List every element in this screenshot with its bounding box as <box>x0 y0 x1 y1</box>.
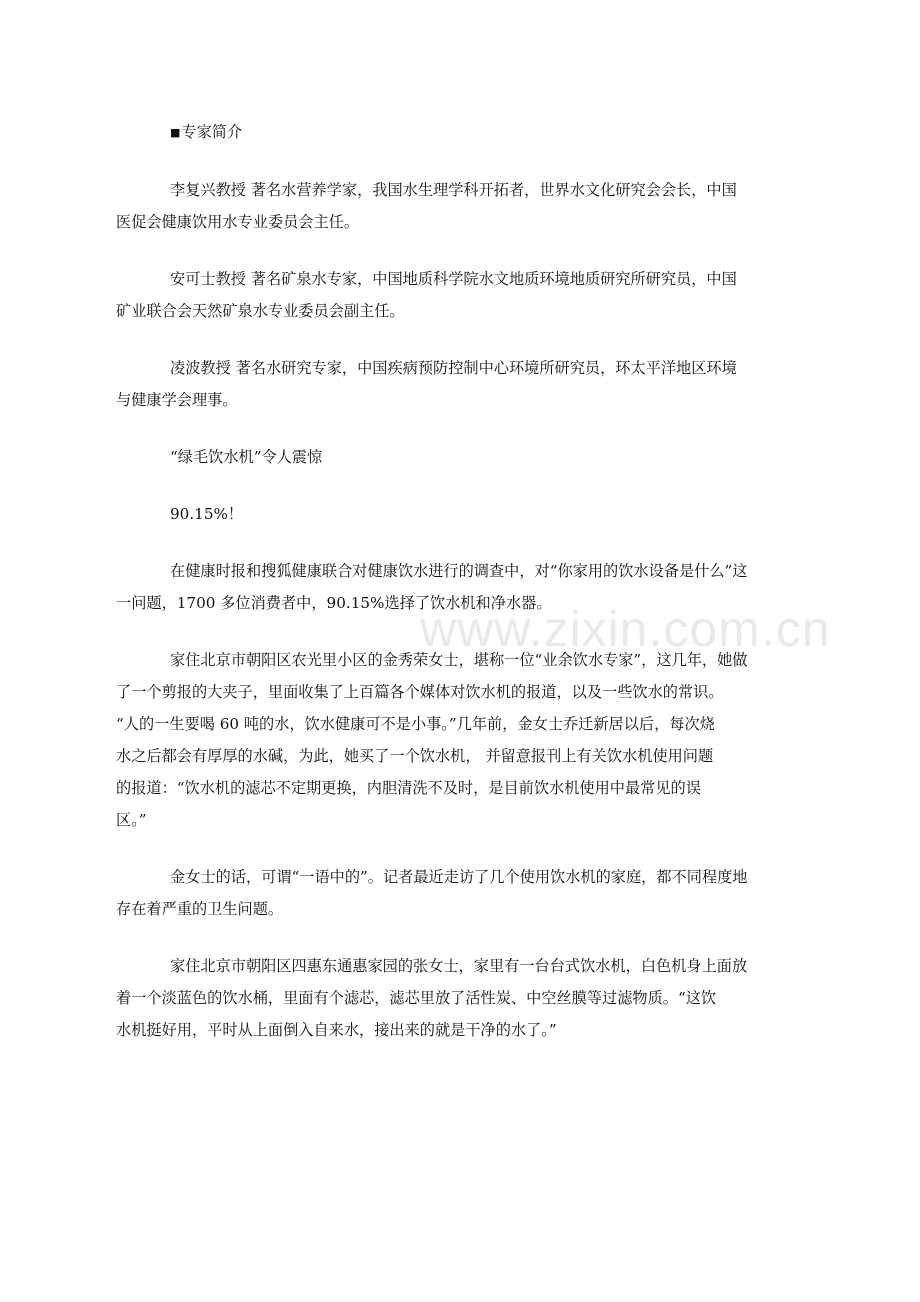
paragraph-line: 与健康学会理事。 <box>116 391 238 409</box>
paragraph-line: 李复兴教授 著名水营养学家，我国水生理学科开拓者，世界水文化研究会会长，中国 <box>170 181 737 199</box>
paragraph-line: “绿毛饮水机”令人震惊 <box>170 448 323 466</box>
paragraph-line: 的报道：“饮水机的滤芯不定期更换，内胆清洗不及时，是目前饮水机使用中最常见的误 <box>116 779 701 797</box>
paragraph-line: 家住北京市朝阳区农光里小区的金秀荣女士，堪称一位“业余饮水专家”，这几年，她做 <box>170 651 748 669</box>
paragraph-line: 90.15%！ <box>170 505 244 523</box>
paragraph-line: 家住北京市朝阳区四惠东通惠家园的张女士，家里有一台台式饮水机，白色机身上面放 <box>170 957 748 975</box>
paragraph-line: 在健康时报和搜狐健康联合对健康饮水进行的调查中，对“你家用的饮水设备是什么”这 <box>170 562 748 580</box>
paragraph-line: 区。” <box>116 811 147 829</box>
paragraph-line: 了一个剪报的大夹子，里面收集了上百篇各个媒体对饮水机的报道，以及一些饮水的常识。 <box>116 683 724 701</box>
paragraph-line: 医促会健康饮用水专业委员会主任。 <box>116 213 359 231</box>
paragraph <box>116 352 782 416</box>
article-body <box>116 116 782 1071</box>
paragraph <box>170 441 782 473</box>
section-heading <box>170 116 782 149</box>
paragraph-line: 存在着严重的卫生问题。 <box>116 900 284 918</box>
square-bullet-icon: ■ <box>170 126 181 139</box>
paragraph-line: 金女士的话，可谓“一语中的”。记者最近走访了几个使用饮水机的家庭，都不同程度地 <box>170 868 748 886</box>
paragraph <box>116 861 782 925</box>
section-heading-text: 专家简介 <box>181 123 243 141</box>
paragraph-line: 矿业联合会天然矿泉水专业委员会副主任。 <box>116 302 405 320</box>
paragraph-line: 着一个淡蓝色的饮水桶，里面有个滤芯，滤芯里放了活性炭、中空丝膜等过滤物质。“这饮 <box>116 989 717 1007</box>
paragraph <box>170 498 782 530</box>
paragraph <box>116 950 782 1046</box>
watermark: www.zixin.com.cn <box>420 601 831 657</box>
paragraph-line: “人的一生要喝 60 吨的水，饮水健康可不是小事。”几年前，金女士乔迁新居以后，每次烧 <box>116 715 715 733</box>
paragraph-line: 凌波教授 著名水研究专家，中国疾病预防控制中心环境所研究员，环太平洋地区环境 <box>170 359 737 377</box>
paragraph-line: 水机挺好用，平时从上面倒入自来水，接出来的就是干净的水了。” <box>116 1021 557 1039</box>
paragraph <box>116 263 782 327</box>
paragraph-line: 一问题，1700 多位消费者中，90.15%选择了饮水机和净水器。 <box>116 594 552 612</box>
paragraph <box>116 644 782 836</box>
paragraph-line: 水之后都会有厚厚的水碱，为此，她买了一个饮水机， 并留意报刊上有关饮水机使用问题 <box>116 747 714 765</box>
paragraph-list <box>116 174 782 1046</box>
paragraph <box>116 555 782 619</box>
paragraph-line: 安可士教授 著名矿泉水专家，中国地质科学院水文地质环境地质研究所研究员，中国 <box>170 270 737 288</box>
paragraph <box>116 174 782 238</box>
